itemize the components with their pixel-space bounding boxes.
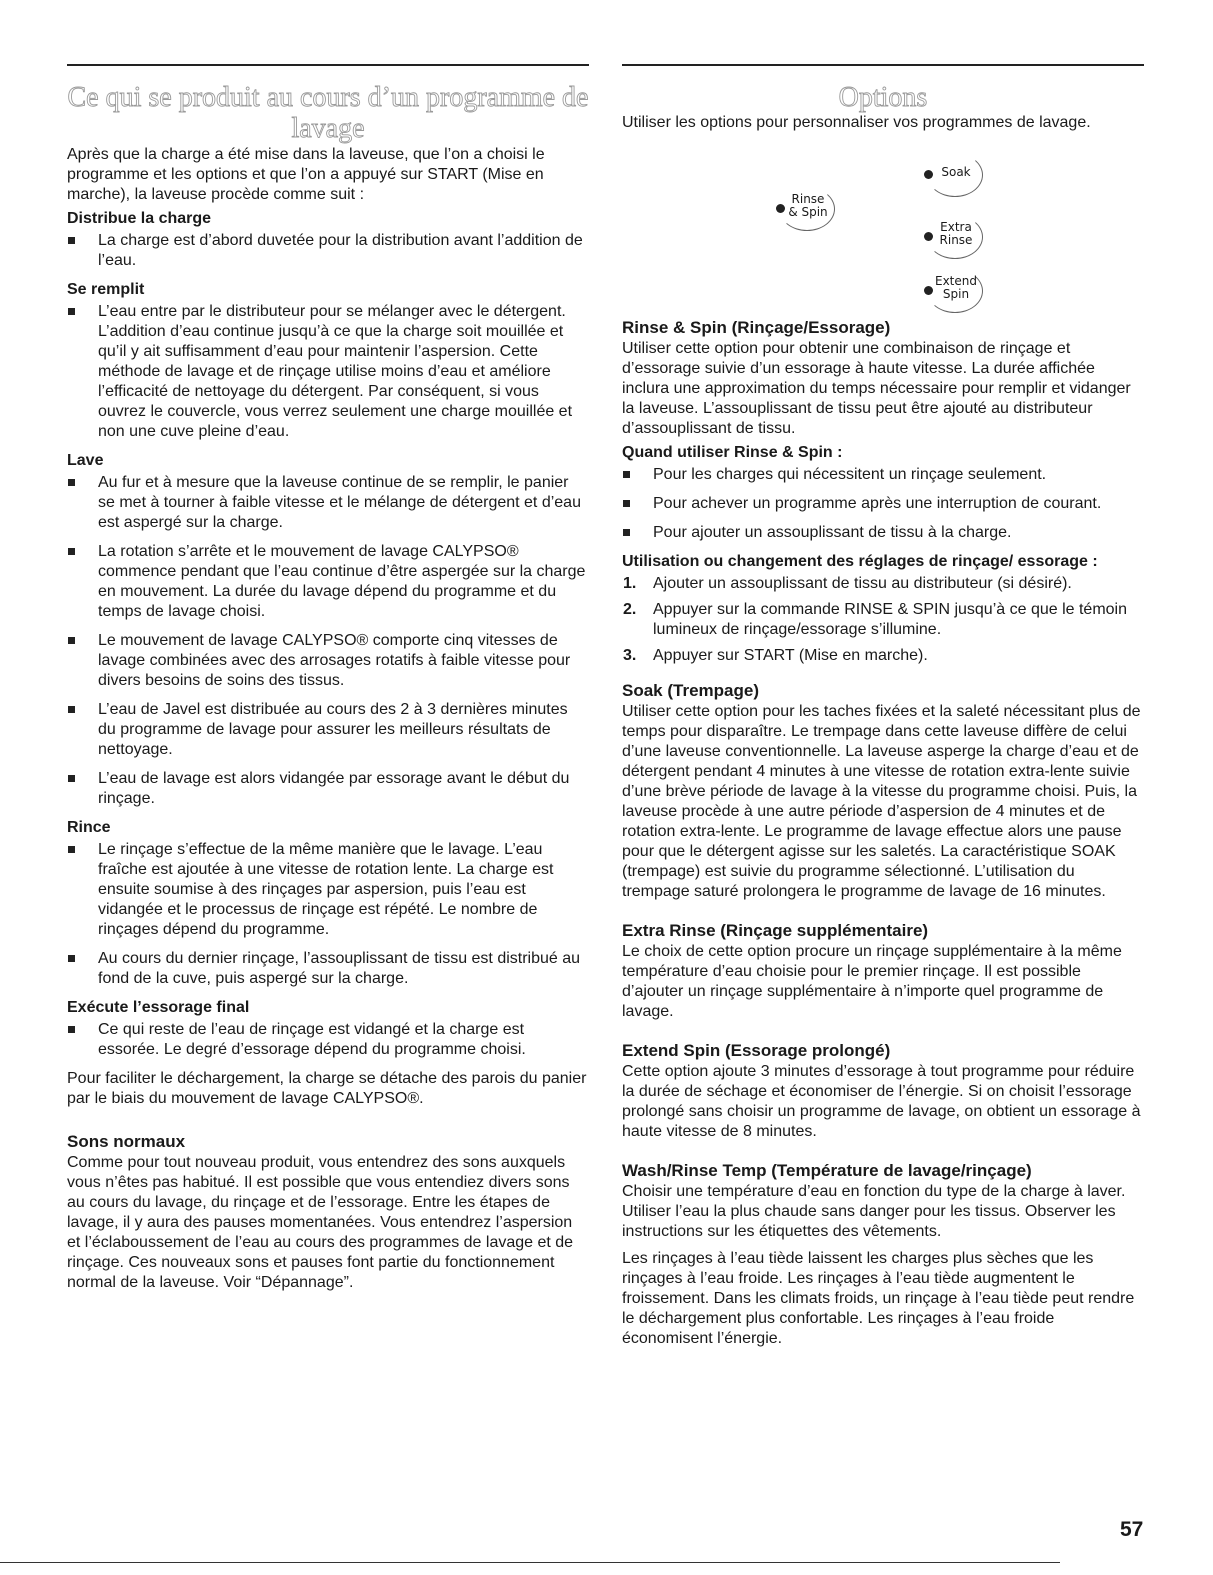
section-heading: Extend Spin (Essorage prolongé) (622, 1041, 891, 1060)
intro-paragraph: Utiliser les options pour personnaliser vos programmes de lavage. (622, 114, 1091, 131)
section-title: Ce qui se produit au cours d’un programme de lavage (67, 82, 589, 144)
indicator-light-icon (924, 286, 933, 295)
indicator-light-icon (776, 204, 785, 213)
list-item: 1. Ajouter un assouplissant de tissu au distributeur (si désiré). (623, 575, 1072, 592)
bullet-list (67, 231, 589, 271)
list-item: 2. Appuyer sur la commande RINSE & SPIN jusqu’à ce que le témoin lumineux de rinçage/essorage s’illumine. (623, 601, 1128, 638)
extend-spin-button[interactable] (924, 269, 986, 313)
page-number: 57 (1120, 1518, 1144, 1541)
bullet-square-icon (68, 775, 75, 782)
subsection-heading: Exécute l’essorage final (67, 999, 250, 1016)
list-item: L’eau entre par le distributeur pour se mélanger avec le détergent. L’addition d’eau continue jusqu’à ce que la charge soit mouillée et qu’il y ait suffisamment d’eau pour maintenir l’aspersion. Cette méthode de lavage et de rinçage utilise moins d’eau et améliore l’efficacité de nettoyage du détergent. Par conséquent, si vous ouvrez le couvercle, vous verrez seulement une charge mouillée et non une cuve pleine d’eau. (67, 302, 589, 442)
indicator-light-icon (924, 170, 933, 179)
bullet-list (67, 840, 589, 989)
button-label: Extra Rinse (939, 220, 973, 247)
body-paragraph: Les rinçages à l’eau tiède laissent les charges plus sèches que les rinçages à l’eau froide. Les rinçages à l’eau tiède augmentent le froissement. Dans les climats froids, un rinçage à l’eau tiède peut rendre le déchargement plus confortable. Les rinçages à l’eau froide économisent l’énergie. (622, 1250, 1135, 1347)
bullet-square-icon (68, 548, 75, 555)
button-label: Soak (941, 165, 971, 179)
subsection-heading: Se remplit (67, 281, 145, 298)
section-heading: Soak (Trempage) (622, 681, 759, 700)
subsection-heading: Utilisation ou changement des réglages de rinçage/ essorage : (622, 553, 1098, 570)
bullet-square-icon (68, 955, 75, 962)
list-item: 3. Appuyer sur START (Mise en marche). (623, 647, 928, 664)
list-item: Le rinçage s’effectue de la même manière que le lavage. L’eau fraîche est ajoutée à une vitesse de rotation lente. La charge est ensuite soumise à des rinçages par aspersion, puis l’eau est vidangée et le processus de rinçage est répété. Le nombre de rinçages dépend du programme. (67, 840, 589, 940)
bullet-list (67, 1020, 589, 1060)
section-heading: Wash/Rinse Temp (Température de lavage/rinçage) (622, 1161, 1032, 1180)
soak-button[interactable] (924, 153, 986, 197)
list-item: L’eau de Javel est distribuée au cours des 2 à 3 dernières minutes du programme de lavage pour assurer les meilleurs résultats de nettoyage. (67, 700, 589, 760)
body-paragraph: Choisir une température d’eau en fonction du type de la charge à laver. Utiliser l’eau la plus chaude sans danger pour les tissus. Observer les instructions sur les étiquettes des vêtements. (622, 1183, 1126, 1240)
bullet-square-icon (623, 500, 630, 507)
subsection-heading: Lave (67, 452, 104, 469)
button-label: Rinse & Spin (788, 192, 828, 219)
body-paragraph: Cette option ajoute 3 minutes d’essorage à tout programme pour réduire la durée de séchage et économiser de l’énergie. Si on choisit l’essorage prolongé sans choisir un programme de lavage, on obtient un essorage à haute vitesse de 8 minutes. (622, 1063, 1141, 1140)
list-item: Pour ajouter un assouplissant de tissu à la charge. (622, 523, 1144, 543)
section-heading: Rinse & Spin (Rinçage/Essorage) (622, 318, 891, 337)
bullet-list (67, 473, 589, 809)
body-paragraph: Utiliser cette option pour obtenir une combinaison de rinçage et d’essorage suivie d’un essorage à haute vitesse. La durée affichée inclura une approximation du temps nécessaire pour remplir et vidanger la laveuse. L’assouplissant de tissu peut être ajouté au distributeur d’assouplissant de tissu. (622, 340, 1131, 437)
rinse-spin-button[interactable] (776, 187, 838, 231)
bottom-rule (0, 1562, 1060, 1563)
subsection-heading: Quand utiliser Rinse & Spin : (622, 444, 843, 461)
bullet-square-icon (68, 237, 75, 244)
right-column (622, 64, 1144, 1349)
section-heading: Sons normaux (67, 1132, 186, 1151)
section-title: Options (838, 82, 928, 113)
bullet-square-icon (623, 471, 630, 478)
list-item: Au fur et à mesure que la laveuse continue de se remplir, le panier se met à tourner à faible vitesse et le mélange de détergent et d’eau est aspergé sur la charge. (67, 473, 589, 533)
bullet-list (622, 465, 1144, 543)
list-item: Pour les charges qui nécessitent un rinçage seulement. (622, 465, 1144, 485)
extra-rinse-button[interactable] (924, 215, 986, 259)
bullet-square-icon (68, 1026, 75, 1033)
list-item: Ce qui reste de l’eau de rinçage est vidangé et la charge est essorée. Le degré d’essorage dépend du programme choisi. (67, 1020, 589, 1060)
bullet-square-icon (68, 308, 75, 315)
bullet-square-icon (68, 637, 75, 644)
body-paragraph: Le choix de cette option procure un rinçage supplémentaire à la même température d’eau choisie pour le premier rinçage. Il est possible d’ajouter un rinçage supplémentaire à n’importe quel programme de lavage. (622, 943, 1122, 1020)
subsection-heading: Rince (67, 819, 111, 836)
numbered-list (622, 574, 1144, 666)
options-buttons-diagram (622, 133, 1144, 317)
list-item: La rotation s’arrête et le mouvement de lavage CALYPSO® commence pendant que l’eau continue d’être aspergée sur la charge en mouvement. La durée du lavage dépend du programme et du temps de lavage choisi. (67, 542, 589, 622)
button-label: Extend Spin (935, 274, 977, 301)
top-rule (67, 64, 589, 66)
bullet-list (67, 302, 589, 442)
top-rule (622, 64, 1144, 66)
bullet-square-icon (68, 846, 75, 853)
list-item: Le mouvement de lavage CALYPSO® comporte cinq vitesses de lavage combinées avec des arrosages rotatifs à faible vitesse pour divers besoins de soins des tissus. (67, 631, 589, 691)
list-item: Pour achever un programme après une interruption de courant. (622, 494, 1144, 514)
section-heading: Extra Rinse (Rinçage supplémentaire) (622, 921, 929, 940)
bullet-square-icon (623, 529, 630, 536)
list-item: L’eau de lavage est alors vidangée par essorage avant le début du rinçage. (67, 769, 589, 809)
bullet-square-icon (68, 479, 75, 486)
left-column (67, 64, 589, 1293)
intro-paragraph: Après que la charge a été mise dans la laveuse, que l’on a choisi le programme et les options et que l’on a appuyé sur START (Mise en marche), la laveuse procède comme suit : (67, 146, 545, 203)
indicator-light-icon (924, 232, 933, 241)
subsection-heading: Distribue la charge (67, 210, 212, 227)
closing-paragraph: Pour faciliter le déchargement, la charge se détache des parois du panier par le biais du mouvement de lavage CALYPSO®. (67, 1070, 587, 1107)
list-item: Au cours du dernier rinçage, l’assouplissant de tissu est distribué au fond de la cuve, puis aspergé sur la charge. (67, 949, 589, 989)
body-paragraph: Utiliser cette option pour les taches fixées et la saleté nécessitant plus de temps pour disparaître. Le trempage dans cette laveuse diffère de celui d’une laveuse conventionnelle. La laveuse asperge la charge d’eau et de détergent pendant 4 minutes à une vitesse de rotation extra-lente suivie d’une brève période de lavage à la vitesse du programme choisi. Puis, la laveuse procède à une autre période d’aspersion de 4 minutes et de rotation extra-lente. Le programme de lavage effectue alors une pause pour que le détergent agisse sur les saletés. La caractéristique SOAK (trempage) est suivie du programme sélectionné. L’utilisation du trempage saturé prolongera le programme de lavage de 16 minutes. (622, 703, 1141, 900)
list-item: La charge est d’abord duvetée pour la distribution avant l’addition de l’eau. (67, 231, 589, 271)
bullet-square-icon (68, 706, 75, 713)
body-paragraph: Comme pour tout nouveau produit, vous entendrez des sons auxquels vous n’êtes pas habitué. Il est possible que vous entendiez divers sons au cours du lavage, du rinçage et de l’essorage. Entre les étapes de lavage, il y aura des pauses momentanées. Vous entendrez l’aspersion et l’éclaboussement de l’eau au cours des programmes de lavage et de rinçage. Ces nouveaux sons et pauses font partie du fonctionnement normal de la laveuse. Voir “Dépannage”. (67, 1154, 574, 1291)
